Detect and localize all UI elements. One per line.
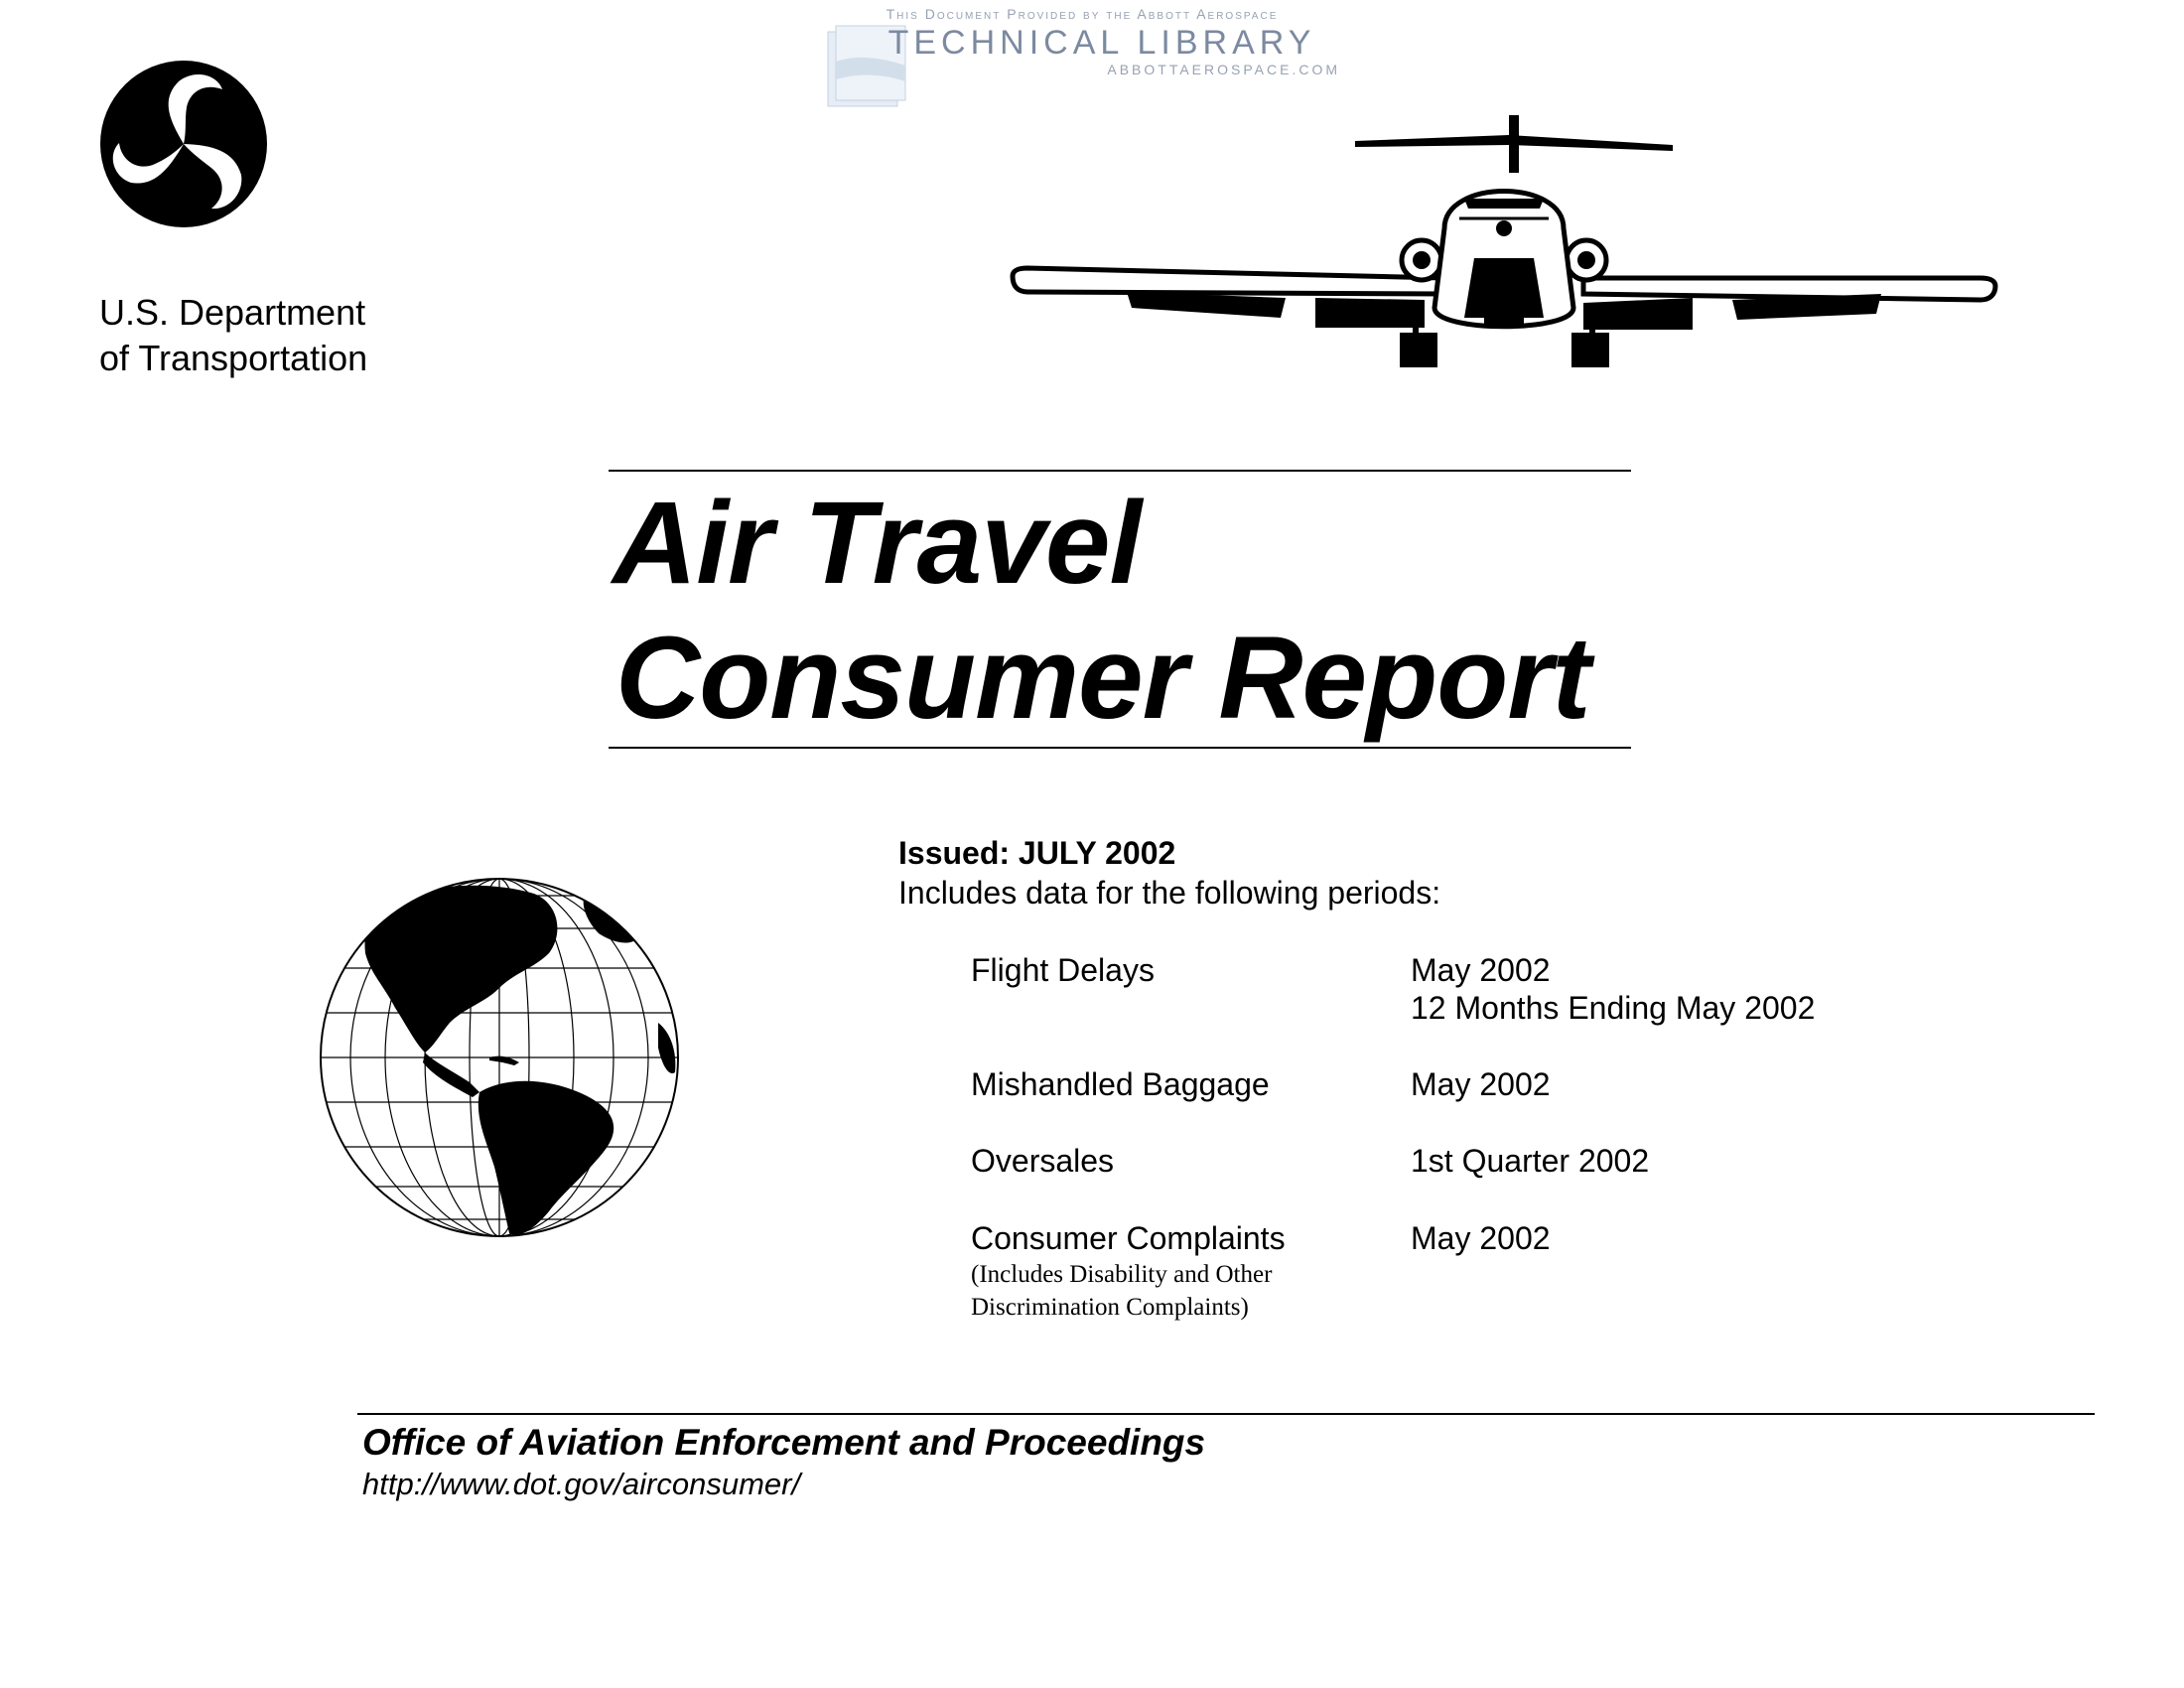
complaints-note-line-1: (Includes Disability and Other [971,1261,1273,1288]
globe-americas-illustration [316,874,683,1241]
dot-triskelion-logo [99,60,268,228]
org-line-1: U.S. Department [99,292,366,333]
title-line-2: Consumer Report [615,613,1590,744]
airplane-illustration [1008,109,2000,387]
office-name: Office of Aviation Enforcement and Proceedings [362,1422,1206,1463]
watermark-site: ABBOTTAEROSPACE.COM [1107,62,1340,77]
period-label-oversales: Oversales [971,1143,1115,1179]
watermark [824,4,1340,113]
period-label-mishandled-baggage: Mishandled Baggage [971,1066,1270,1102]
org-line-2: of Transportation [99,338,368,378]
title-rule-top [609,470,1631,472]
period-value2-flight-delays: 12 Months Ending May 2002 [1411,990,1816,1026]
watermark-provided-by: This Document Provided by the Abbott Aerospace [886,6,1279,22]
period-value-oversales: 1st Quarter 2002 [1411,1143,1650,1179]
title-line-1: Air Travel [613,478,1142,609]
period-value-mishandled-baggage: May 2002 [1411,1066,1551,1102]
organization-name [99,290,367,381]
title-rule-bottom [609,747,1631,749]
period-value-consumer-complaints: May 2002 [1411,1220,1551,1256]
includes-text: Includes data for the following periods: [898,875,1441,911]
issued-date: Issued: JULY 2002 [898,835,1176,871]
watermark-library: TECHNICAL LIBRARY [887,24,1316,62]
period-label-flight-delays: Flight Delays [971,952,1155,988]
period-label-consumer-complaints: Consumer Complaints [971,1220,1286,1256]
complaints-note-line-2: Discrimination Complaints) [971,1294,1249,1321]
period-value-flight-delays: May 2002 [1411,952,1551,988]
footer-rule [357,1413,2095,1415]
website-link[interactable]: http://www.dot.gov/airconsumer/ [362,1467,801,1501]
